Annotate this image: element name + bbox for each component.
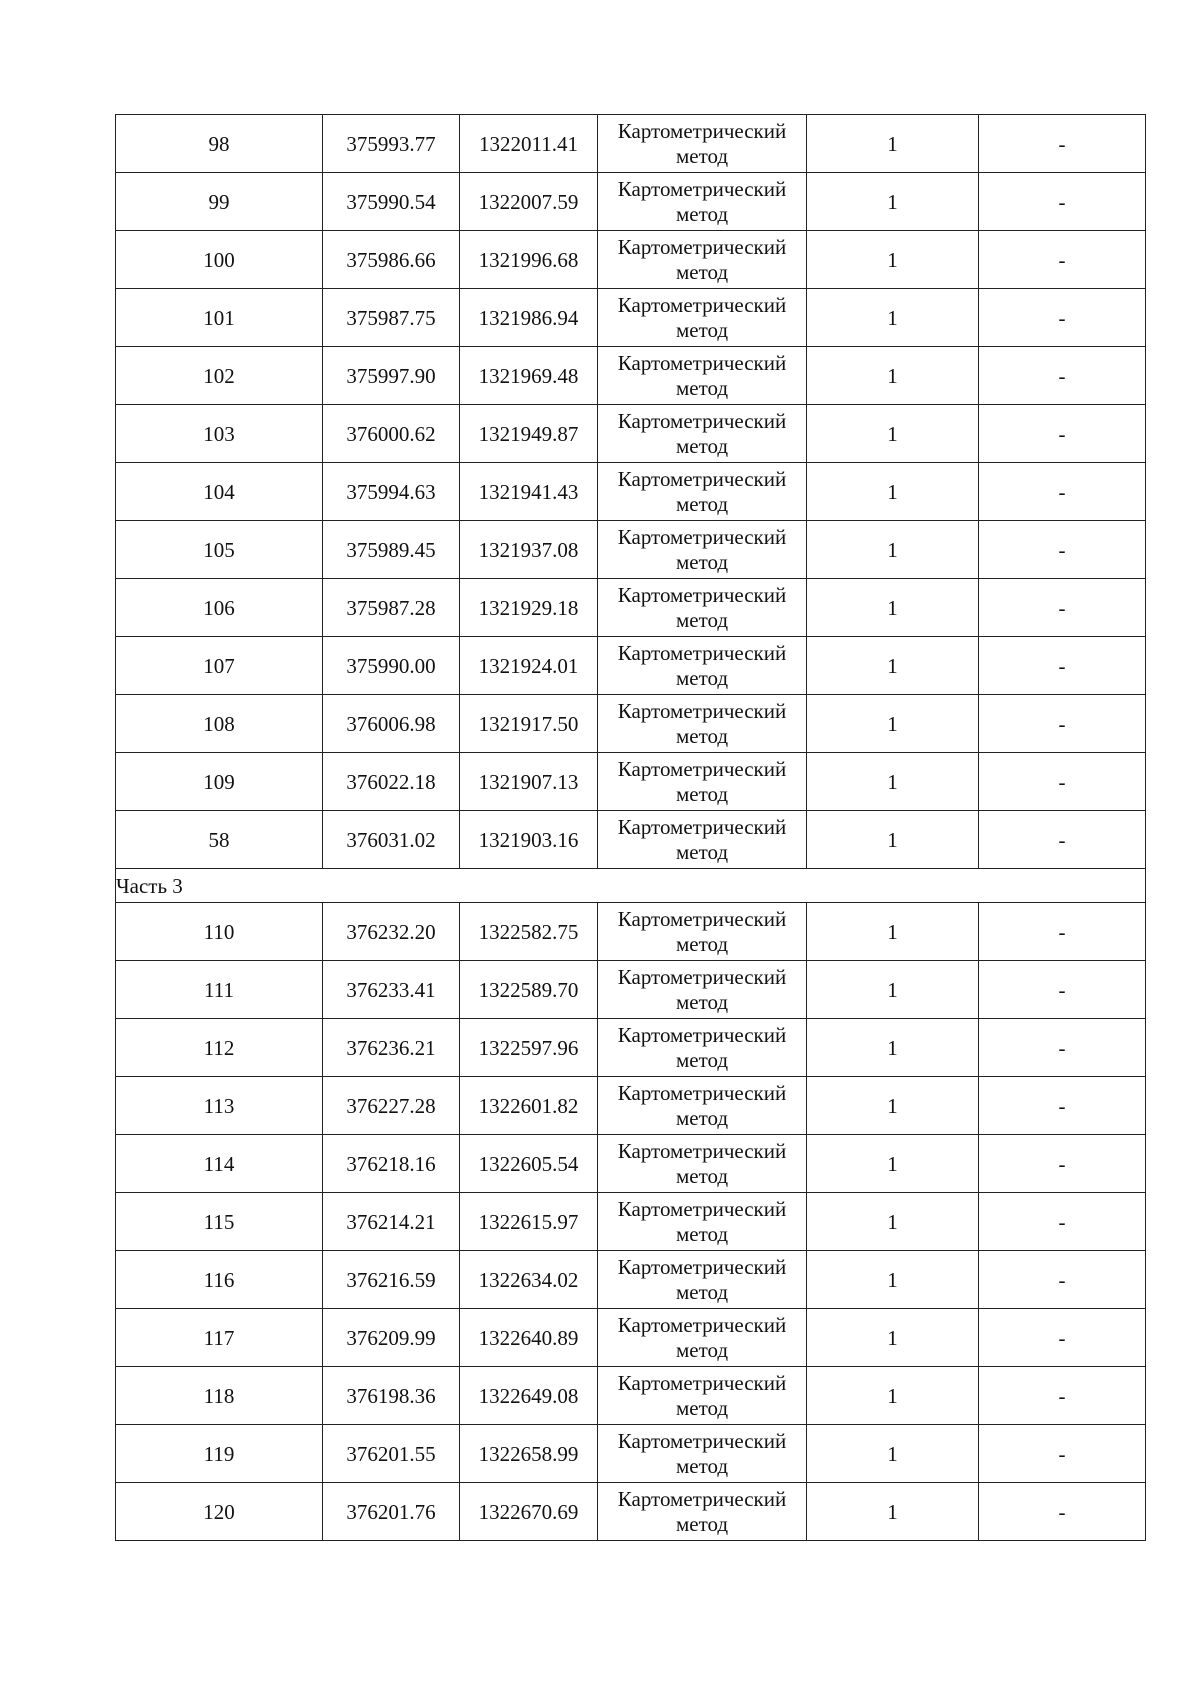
method-cell: Картометрический метод	[598, 289, 807, 347]
point-cell: 105	[116, 521, 323, 579]
description-cell: -	[979, 1309, 1146, 1367]
accuracy-cell: 1	[807, 1425, 979, 1483]
y-coordinate-cell: 1321907.13	[460, 753, 598, 811]
description-cell: -	[979, 811, 1146, 869]
method-cell: Картометрический метод	[598, 173, 807, 231]
accuracy-cell: 1	[807, 405, 979, 463]
point-cell: 110	[116, 903, 323, 961]
description-cell: -	[979, 1135, 1146, 1193]
x-coordinate-cell: 376233.41	[323, 961, 460, 1019]
point-cell: 120	[116, 1483, 323, 1541]
description-cell: -	[979, 405, 1146, 463]
x-coordinate-cell: 376227.28	[323, 1077, 460, 1135]
table-body-part-b	[116, 903, 1146, 1541]
table-row	[116, 1425, 1146, 1483]
y-coordinate-cell: 1322605.54	[460, 1135, 598, 1193]
y-coordinate-cell: 1321986.94	[460, 289, 598, 347]
y-coordinate-cell: 1321949.87	[460, 405, 598, 463]
section-row	[116, 869, 1146, 903]
description-cell: -	[979, 1367, 1146, 1425]
y-coordinate-cell: 1322670.69	[460, 1483, 598, 1541]
x-coordinate-cell: 376031.02	[323, 811, 460, 869]
method-cell: Картометрический метод	[598, 637, 807, 695]
description-cell: -	[979, 173, 1146, 231]
y-coordinate-cell: 1322597.96	[460, 1019, 598, 1077]
x-coordinate-cell: 375987.28	[323, 579, 460, 637]
description-cell: -	[979, 231, 1146, 289]
point-cell: 109	[116, 753, 323, 811]
x-coordinate-cell: 375990.00	[323, 637, 460, 695]
accuracy-cell: 1	[807, 289, 979, 347]
description-cell: -	[979, 961, 1146, 1019]
method-cell: Картометрический метод	[598, 405, 807, 463]
x-coordinate-cell: 375986.66	[323, 231, 460, 289]
point-cell: 58	[116, 811, 323, 869]
description-cell: -	[979, 463, 1146, 521]
point-cell: 107	[116, 637, 323, 695]
description-cell: -	[979, 289, 1146, 347]
accuracy-cell: 1	[807, 173, 979, 231]
description-cell: -	[979, 695, 1146, 753]
point-cell: 118	[116, 1367, 323, 1425]
table-row	[116, 695, 1146, 753]
x-coordinate-cell: 376236.21	[323, 1019, 460, 1077]
method-cell: Картометрический метод	[598, 1251, 807, 1309]
y-coordinate-cell: 1322011.41	[460, 115, 598, 173]
accuracy-cell: 1	[807, 695, 979, 753]
description-cell: -	[979, 1193, 1146, 1251]
x-coordinate-cell: 376216.59	[323, 1251, 460, 1309]
y-coordinate-cell: 1322601.82	[460, 1077, 598, 1135]
y-coordinate-cell: 1321941.43	[460, 463, 598, 521]
x-coordinate-cell: 375990.54	[323, 173, 460, 231]
point-cell: 116	[116, 1251, 323, 1309]
method-cell: Картометрический метод	[598, 1425, 807, 1483]
point-cell: 102	[116, 347, 323, 405]
table-row	[116, 579, 1146, 637]
y-coordinate-cell: 1321903.16	[460, 811, 598, 869]
description-cell: -	[979, 903, 1146, 961]
table-row	[116, 173, 1146, 231]
accuracy-cell: 1	[807, 115, 979, 173]
x-coordinate-cell: 376006.98	[323, 695, 460, 753]
table-row	[116, 405, 1146, 463]
accuracy-cell: 1	[807, 463, 979, 521]
y-coordinate-cell: 1321917.50	[460, 695, 598, 753]
coordinates-table	[115, 114, 1146, 1541]
table-row	[116, 1251, 1146, 1309]
accuracy-cell: 1	[807, 579, 979, 637]
accuracy-cell: 1	[807, 521, 979, 579]
description-cell: -	[979, 1077, 1146, 1135]
method-cell: Картометрический метод	[598, 1193, 807, 1251]
method-cell: Картометрический метод	[598, 521, 807, 579]
method-cell: Картометрический метод	[598, 1483, 807, 1541]
point-cell: 101	[116, 289, 323, 347]
description-cell: -	[979, 753, 1146, 811]
method-cell: Картометрический метод	[598, 695, 807, 753]
table-row	[116, 463, 1146, 521]
x-coordinate-cell: 376214.21	[323, 1193, 460, 1251]
y-coordinate-cell: 1321924.01	[460, 637, 598, 695]
point-cell: 103	[116, 405, 323, 463]
x-coordinate-cell: 375997.90	[323, 347, 460, 405]
y-coordinate-cell: 1322640.89	[460, 1309, 598, 1367]
point-cell: 113	[116, 1077, 323, 1135]
description-cell: -	[979, 115, 1146, 173]
method-cell: Картометрический метод	[598, 1367, 807, 1425]
table-row	[116, 637, 1146, 695]
x-coordinate-cell: 376201.55	[323, 1425, 460, 1483]
x-coordinate-cell: 376209.99	[323, 1309, 460, 1367]
x-coordinate-cell: 376000.62	[323, 405, 460, 463]
table-row	[116, 1135, 1146, 1193]
table-row	[116, 1193, 1146, 1251]
point-cell: 111	[116, 961, 323, 1019]
method-cell: Картометрический метод	[598, 1077, 807, 1135]
description-cell: -	[979, 1483, 1146, 1541]
table-row	[116, 1019, 1146, 1077]
accuracy-cell: 1	[807, 1251, 979, 1309]
accuracy-cell: 1	[807, 1483, 979, 1541]
y-coordinate-cell: 1321937.08	[460, 521, 598, 579]
accuracy-cell: 1	[807, 961, 979, 1019]
method-cell: Картометрический метод	[598, 115, 807, 173]
accuracy-cell: 1	[807, 1367, 979, 1425]
x-coordinate-cell: 375993.77	[323, 115, 460, 173]
table-row	[116, 811, 1146, 869]
table-row	[116, 753, 1146, 811]
x-coordinate-cell: 375994.63	[323, 463, 460, 521]
point-cell: 106	[116, 579, 323, 637]
y-coordinate-cell: 1322649.08	[460, 1367, 598, 1425]
table-row	[116, 1077, 1146, 1135]
accuracy-cell: 1	[807, 231, 979, 289]
y-coordinate-cell: 1322615.97	[460, 1193, 598, 1251]
method-cell: Картометрический метод	[598, 1019, 807, 1077]
method-cell: Картометрический метод	[598, 1135, 807, 1193]
table-row	[116, 231, 1146, 289]
table-row	[116, 961, 1146, 1019]
description-cell: -	[979, 637, 1146, 695]
method-cell: Картометрический метод	[598, 463, 807, 521]
point-cell: 119	[116, 1425, 323, 1483]
section-header	[116, 869, 1146, 903]
accuracy-cell: 1	[807, 1019, 979, 1077]
y-coordinate-cell: 1322582.75	[460, 903, 598, 961]
table-row	[116, 1483, 1146, 1541]
point-cell: 108	[116, 695, 323, 753]
x-coordinate-cell: 376201.76	[323, 1483, 460, 1541]
method-cell: Картометрический метод	[598, 231, 807, 289]
description-cell: -	[979, 347, 1146, 405]
description-cell: -	[979, 1019, 1146, 1077]
table-row	[116, 903, 1146, 961]
point-cell: 100	[116, 231, 323, 289]
table-row	[116, 1309, 1146, 1367]
accuracy-cell: 1	[807, 811, 979, 869]
point-cell: 99	[116, 173, 323, 231]
accuracy-cell: 1	[807, 347, 979, 405]
x-coordinate-cell: 375987.75	[323, 289, 460, 347]
accuracy-cell: 1	[807, 1309, 979, 1367]
method-cell: Картометрический метод	[598, 1309, 807, 1367]
y-coordinate-cell: 1322007.59	[460, 173, 598, 231]
table-row	[116, 347, 1146, 405]
point-cell: 98	[116, 115, 323, 173]
accuracy-cell: 1	[807, 637, 979, 695]
section-label: Часть 3	[116, 869, 1146, 903]
point-cell: 114	[116, 1135, 323, 1193]
x-coordinate-cell: 375989.45	[323, 521, 460, 579]
accuracy-cell: 1	[807, 753, 979, 811]
description-cell: -	[979, 579, 1146, 637]
accuracy-cell: 1	[807, 1193, 979, 1251]
y-coordinate-cell: 1321929.18	[460, 579, 598, 637]
method-cell: Картометрический метод	[598, 961, 807, 1019]
point-cell: 115	[116, 1193, 323, 1251]
x-coordinate-cell: 376198.36	[323, 1367, 460, 1425]
accuracy-cell: 1	[807, 1135, 979, 1193]
description-cell: -	[979, 1251, 1146, 1309]
y-coordinate-cell: 1321996.68	[460, 231, 598, 289]
table-row	[116, 1367, 1146, 1425]
point-cell: 112	[116, 1019, 323, 1077]
point-cell: 117	[116, 1309, 323, 1367]
y-coordinate-cell: 1321969.48	[460, 347, 598, 405]
description-cell: -	[979, 521, 1146, 579]
method-cell: Картометрический метод	[598, 903, 807, 961]
table-row	[116, 289, 1146, 347]
method-cell: Картометрический метод	[598, 347, 807, 405]
method-cell: Картометрический метод	[598, 753, 807, 811]
x-coordinate-cell: 376232.20	[323, 903, 460, 961]
y-coordinate-cell: 1322634.02	[460, 1251, 598, 1309]
point-cell: 104	[116, 463, 323, 521]
x-coordinate-cell: 376218.16	[323, 1135, 460, 1193]
method-cell: Картометрический метод	[598, 811, 807, 869]
accuracy-cell: 1	[807, 1077, 979, 1135]
table-row	[116, 521, 1146, 579]
table-row	[116, 115, 1146, 173]
x-coordinate-cell: 376022.18	[323, 753, 460, 811]
accuracy-cell: 1	[807, 903, 979, 961]
y-coordinate-cell: 1322658.99	[460, 1425, 598, 1483]
description-cell: -	[979, 1425, 1146, 1483]
method-cell: Картометрический метод	[598, 579, 807, 637]
table-body-part-a	[116, 115, 1146, 869]
y-coordinate-cell: 1322589.70	[460, 961, 598, 1019]
